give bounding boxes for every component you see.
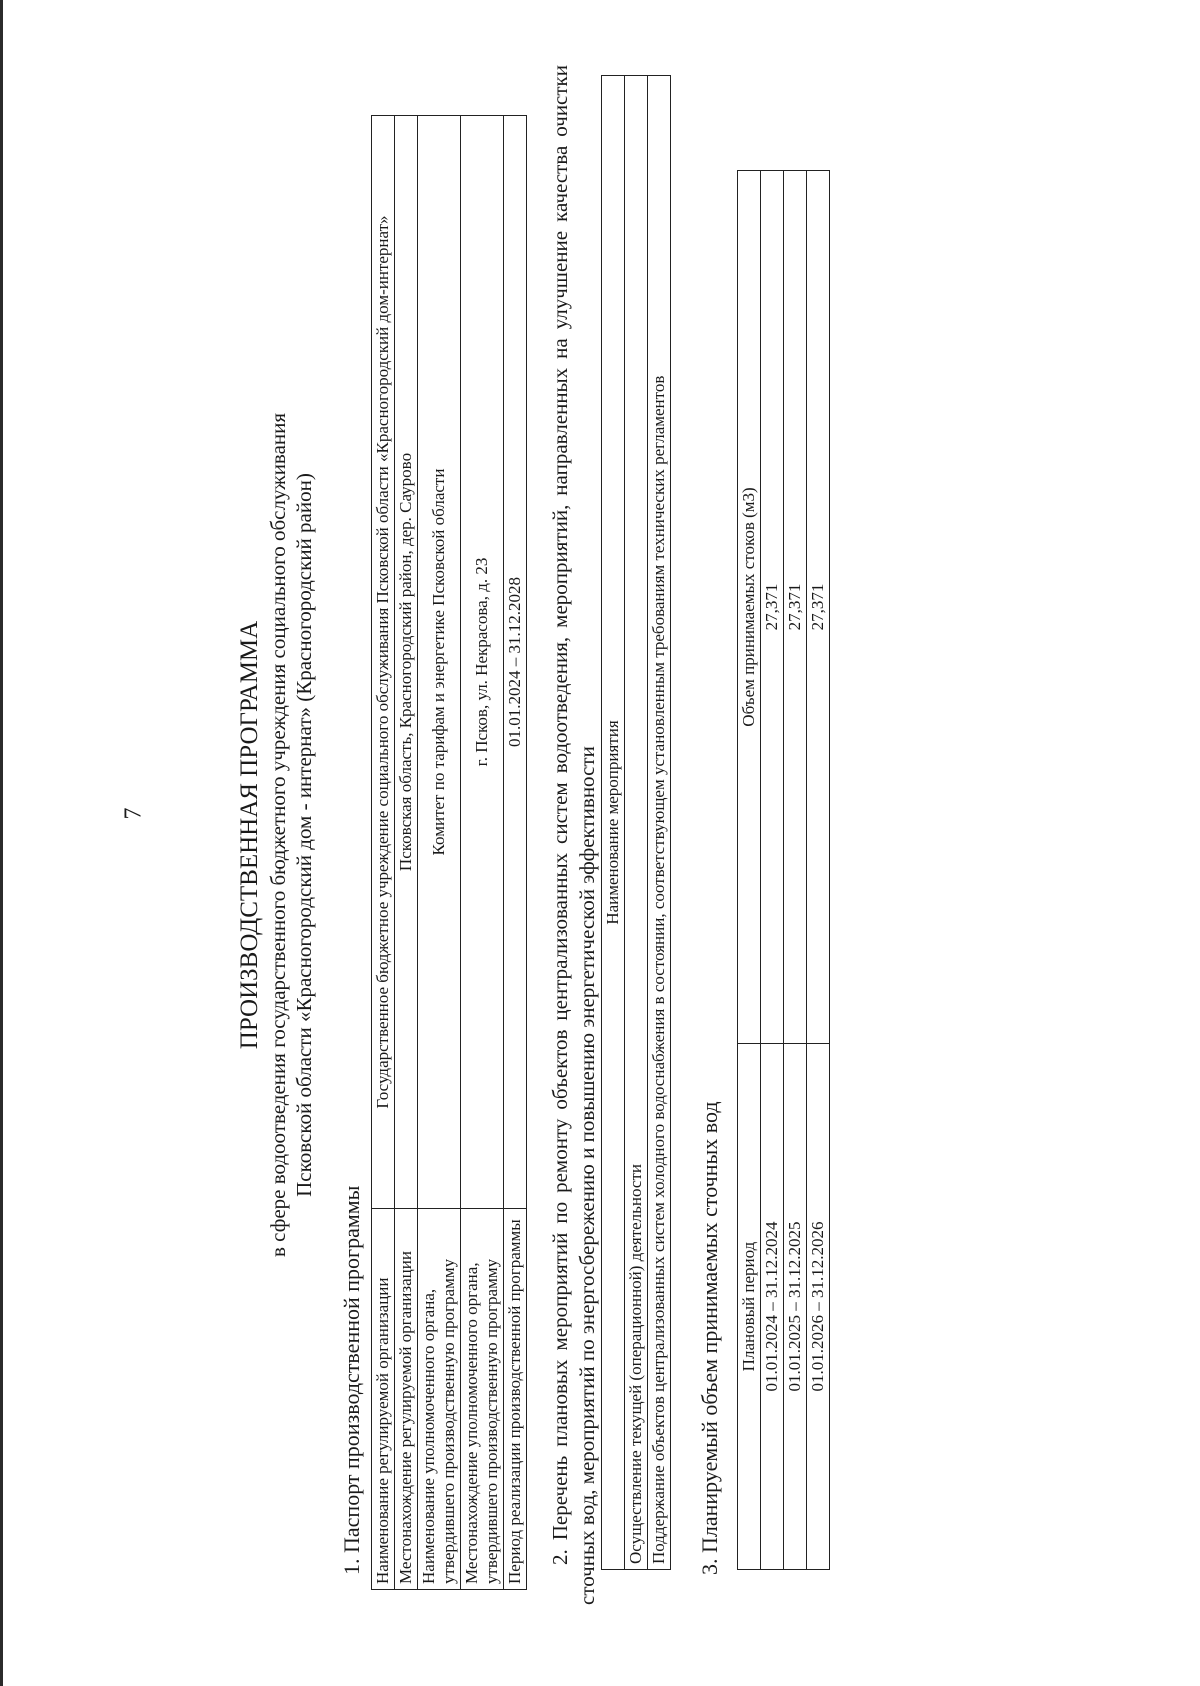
table-row <box>807 171 830 1570</box>
volume-period: 01.01.2024 – 31.12.2024 <box>761 1044 784 1570</box>
table-header-row <box>738 171 761 1570</box>
volume-table <box>737 170 830 1570</box>
volume-heading: 3. Планируемый объем принимаемых сточных вод <box>697 1101 722 1575</box>
measure-item: Осуществление текущей (операционной) деятельности <box>625 76 648 1570</box>
passport-value: Государственное бюджетное учреждение социального обслуживания Псковской области «Красногородский дом-интернат» <box>372 116 395 1209</box>
passport-key: Местонахождение уполномоченного органа, утвердившего производственную программу <box>461 1209 504 1590</box>
document-subtitle-line1: в сфере водоотведения государственного бюджетного учреждения социального обслуживания <box>266 412 290 1258</box>
passport-table <box>371 115 527 1590</box>
volume-period: 01.01.2025 – 31.12.2025 <box>784 1044 807 1570</box>
measures-column-header: Наименование мероприятия <box>602 76 625 1570</box>
passport-key: Наименование уполномоченного органа, утвердившего производственную программу <box>418 1209 461 1590</box>
passport-value: г. Псков, ул. Некрасова, д. 23 <box>461 116 504 1209</box>
document-subtitle-line2: Псковской области «Красногородский дом - интернат» (Красногородский район) <box>292 473 316 1197</box>
passport-value: Комитет по тарифам и энергетике Псковской области <box>418 116 461 1209</box>
measures-table <box>601 75 671 1570</box>
volume-col-period-header: Плановый период <box>738 1044 761 1570</box>
measure-item: Поддержание объектов централизованных систем холодного водоснабжения в состоянии, соответствующем установленным требованиям технических регламентов <box>648 76 671 1570</box>
page-edge-line <box>0 0 3 1686</box>
passport-value: Псковская область, Красногородский район, дер. Саурово <box>395 116 418 1209</box>
passport-heading: 1. Паспорт производственной программы <box>339 1185 364 1575</box>
volume-value: 27,371 <box>784 171 807 1044</box>
passport-key: Период реализации производственной программы <box>504 1209 527 1590</box>
volume-col-volume-header: Объем принимаемых стоков (м3) <box>738 171 761 1044</box>
volume-period: 01.01.2026 – 31.12.2026 <box>807 1044 830 1570</box>
table-row <box>504 116 527 1590</box>
table-row <box>784 171 807 1570</box>
table-row <box>461 116 504 1590</box>
measures-heading-paragraph: 2. Перечень плановых мероприятий по ремонту объектов централизованных систем водоотведения, мероприятий, направленных на улучшение качества очистки сточных вод, мероприятий по энергосбережению и повышению энергетической эффективности <box>548 65 599 1605</box>
table-row <box>418 116 461 1590</box>
passport-key: Наименование регулируемой организации <box>372 1209 395 1590</box>
table-row <box>395 116 418 1590</box>
table-header-row <box>602 76 625 1570</box>
table-row <box>372 116 395 1590</box>
table-row <box>625 76 648 1570</box>
document-title: ПРОИЗВОДСТВЕННАЯ ПРОГРАММА <box>236 620 263 1050</box>
passport-value: 01.01.2024 – 31.12.2028 <box>504 116 527 1209</box>
table-row <box>761 171 784 1570</box>
passport-key: Местонахождение регулируемой организации <box>395 1209 418 1590</box>
page-number: 7 <box>120 807 147 820</box>
table-row <box>648 76 671 1570</box>
volume-value: 27,371 <box>807 171 830 1044</box>
rotated-document-body <box>100 55 1100 1615</box>
volume-value: 27,371 <box>761 171 784 1044</box>
